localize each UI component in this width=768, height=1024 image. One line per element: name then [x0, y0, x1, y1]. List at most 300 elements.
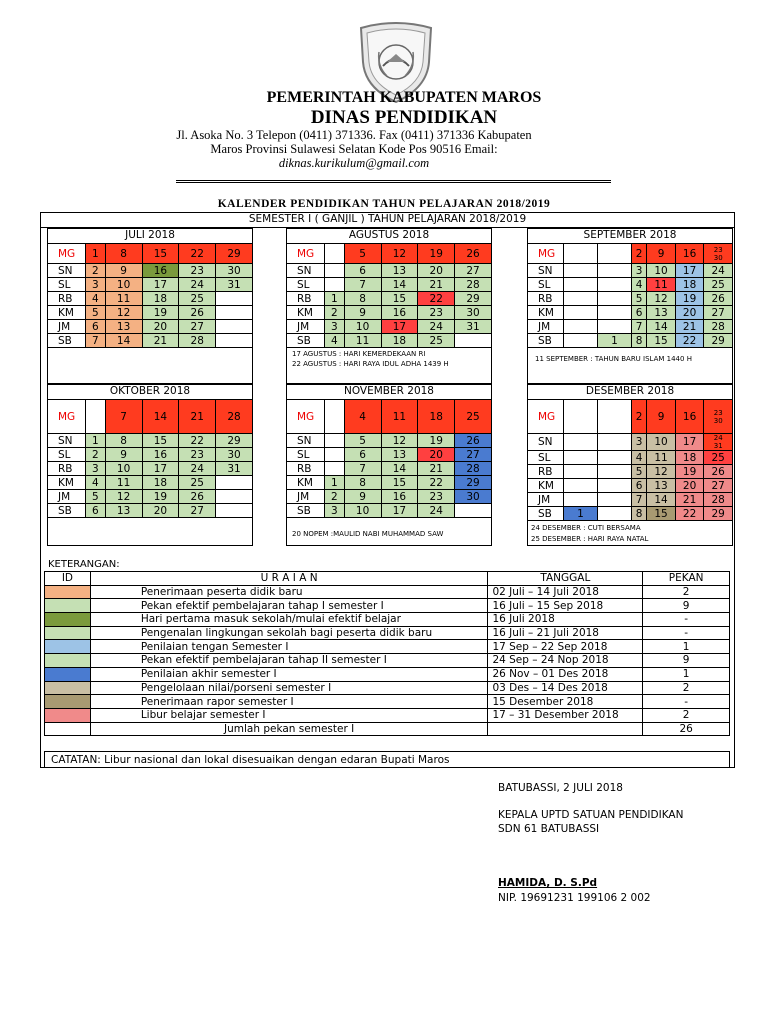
date-cell: 22 — [179, 244, 216, 264]
date-cell: 7 — [86, 334, 106, 348]
agency-name: DINAS PENDIDIKAN — [310, 107, 498, 128]
legend-pekan: - — [643, 695, 730, 709]
date-cell: 31 — [216, 278, 253, 292]
note-eid-al-adha: 22 AGUSTUS : HARI RAYA IDUL ADHA 1439 H — [292, 360, 449, 368]
month-august — [286, 228, 492, 384]
date-cell: 28 — [179, 334, 216, 348]
date-cell: 20 — [418, 264, 455, 278]
date-cell: 2 — [632, 244, 647, 264]
legend-uraian: Pengelolaan nilai/porseni semester I — [90, 681, 488, 695]
sign-role-2: SDN 61 BATUBASSI — [498, 823, 600, 835]
day-label: KM — [528, 479, 564, 493]
date-cell: 26 — [455, 434, 492, 448]
note-collective-leave: 24 DESEMBER : CUTI BERSAMA — [531, 524, 641, 532]
date-cell: 27 — [455, 264, 492, 278]
date-cell: 8 — [344, 292, 381, 306]
date-cell — [325, 434, 345, 448]
col-id: ID — [45, 572, 91, 586]
date-cell: 3 — [325, 320, 345, 334]
date-cell — [598, 434, 632, 451]
date-cell — [564, 334, 598, 348]
day-label: RB — [528, 465, 564, 479]
date-cell: 20 — [418, 448, 455, 462]
date-cell — [564, 244, 598, 264]
legend-tanggal: 02 Juli – 14 Juli 2018 — [488, 585, 643, 599]
date-cell: 28 — [455, 462, 492, 476]
date-cell: 3 — [632, 434, 647, 451]
legend-tanggal: 26 Nov – 01 Des 2018 — [488, 667, 643, 681]
date-cell: 18 — [142, 476, 179, 490]
date-cell: 4 — [325, 334, 345, 348]
day-label: MG — [287, 244, 325, 264]
date-cell — [598, 493, 632, 507]
date-cell: 6 — [632, 306, 647, 320]
day-label: JM — [48, 490, 86, 504]
date-cell: 5 — [86, 306, 106, 320]
day-label: RB — [48, 292, 86, 306]
legend-swatch — [45, 681, 91, 695]
date-cell: 18 — [675, 451, 704, 465]
date-cell: 29 — [704, 507, 733, 521]
date-cell — [564, 320, 598, 334]
date-cell: 5 — [86, 490, 106, 504]
note-islamic-new-year: 11 SEPTEMBER : TAHUN BARU ISLAM 1440 H — [535, 355, 692, 363]
july-grid — [47, 243, 253, 348]
legend-tanggal: 16 Juli – 21 Juli 2018 — [488, 626, 643, 640]
date-cell: 16 — [142, 448, 179, 462]
date-cell — [325, 244, 345, 264]
date-cell: 17 — [381, 320, 418, 334]
month-title: JULI 2018 — [125, 229, 175, 241]
legend-swatch — [45, 613, 91, 627]
date-cell: 3 — [325, 504, 345, 518]
date-cell: 15 — [142, 244, 179, 264]
date-cell: 10 — [105, 462, 142, 476]
date-cell: 13 — [105, 320, 142, 334]
day-label: JM — [287, 490, 325, 504]
date-cell: 6 — [86, 320, 106, 334]
month-title: NOVEMBER 2018 — [343, 385, 434, 397]
legend-row — [45, 654, 730, 668]
date-cell — [325, 448, 345, 462]
day-label: MG — [528, 244, 564, 264]
sign-nip: NIP. 19691231 199106 2 002 — [498, 892, 651, 904]
date-cell: 6 — [632, 479, 647, 493]
note-box: CATATAN: Libur nasional dan lokal disesuaikan dengan edaran Bupati Maros — [44, 751, 730, 768]
date-cell: 29 — [455, 476, 492, 490]
october-grid — [47, 399, 253, 518]
date-cell — [564, 400, 598, 434]
date-cell: 24 — [704, 264, 733, 278]
legend-label: KETERANGAN: — [48, 559, 120, 570]
date-cell: 21 — [179, 400, 216, 434]
date-cell: 25 — [704, 278, 733, 292]
day-label: SN — [287, 264, 325, 278]
date-cell: 12 — [381, 244, 418, 264]
day-label: SL — [528, 278, 564, 292]
date-cell: 18 — [418, 400, 455, 434]
note-christmas: 25 DESEMBER : HARI RAYA NATAL — [531, 535, 649, 543]
date-cell: 17 — [142, 278, 179, 292]
legend-tanggal: 16 Juli 2018 — [488, 613, 643, 627]
date-cell: 17 — [142, 462, 179, 476]
august-grid — [286, 243, 492, 348]
date-cell: 3 — [86, 278, 106, 292]
date-cell: 26 — [704, 465, 733, 479]
date-cell: 2 — [325, 490, 345, 504]
date-cell: 19 — [418, 244, 455, 264]
day-label: KM — [48, 476, 86, 490]
legend-tanggal: 16 Juli – 15 Sep 2018 — [488, 599, 643, 613]
date-cell: 14 — [381, 278, 418, 292]
day-label: SB — [287, 334, 325, 348]
day-label: KM — [287, 306, 325, 320]
date-cell: 25 — [704, 451, 733, 465]
date-cell: 4 — [632, 278, 647, 292]
month-title: SEPTEMBER 2018 — [583, 229, 677, 241]
date-cell: 31 — [455, 320, 492, 334]
day-label: MG — [48, 400, 86, 434]
date-cell: 8 — [632, 334, 647, 348]
date-cell: 16 — [675, 400, 704, 434]
date-cell: 13 — [381, 448, 418, 462]
date-cell: 25 — [179, 476, 216, 490]
date-cell: 30 — [455, 306, 492, 320]
date-cell: 19 — [675, 292, 704, 306]
date-cell: 23 — [418, 490, 455, 504]
legend-uraian: Penerimaan rapor semester I — [90, 695, 488, 709]
date-cell: 7 — [632, 320, 647, 334]
day-label: SN — [48, 264, 86, 278]
semester-title: SEMESTER I ( GANJIL ) TAHUN PELAJARAN 2018/2019 — [248, 213, 527, 225]
day-label: SL — [287, 448, 325, 462]
date-cell: 19 — [675, 465, 704, 479]
date-cell: 1 — [86, 244, 106, 264]
date-cell: 22 — [418, 476, 455, 490]
date-cell — [216, 320, 253, 334]
date-cell: 25 — [455, 400, 492, 434]
date-cell: 7 — [632, 493, 647, 507]
date-cell: 4 — [86, 476, 106, 490]
date-cell — [216, 306, 253, 320]
legend-tanggal: 17 Sep – 22 Sep 2018 — [488, 640, 643, 654]
date-cell: 28 — [216, 400, 253, 434]
date-cell — [564, 493, 598, 507]
date-cell: 10 — [344, 504, 381, 518]
date-cell: 13 — [647, 306, 676, 320]
date-cell — [325, 462, 345, 476]
note-independence-day: 17 AGUSTUS : HARI KEMERDEKAAN RI — [292, 350, 426, 358]
date-cell: 8 — [344, 476, 381, 490]
date-cell — [564, 451, 598, 465]
date-cell: 5 — [344, 244, 381, 264]
col-tanggal: TANGGAL — [488, 572, 643, 586]
date-cell — [325, 264, 345, 278]
date-cell: 14 — [105, 334, 142, 348]
date-cell: 13 — [647, 479, 676, 493]
date-cell: 27 — [179, 504, 216, 518]
month-september — [527, 228, 733, 384]
date-cell — [598, 507, 632, 521]
legend-swatch — [45, 599, 91, 613]
date-cell: 1 — [598, 334, 632, 348]
date-cell: 20 — [142, 320, 179, 334]
legend-uraian: Hari pertama masuk sekolah/mulai efektif belajar — [90, 613, 488, 627]
date-cell: 4 — [344, 400, 381, 434]
address-line-2: Maros Provinsi Sulawesi Selatan Kode Pos 90516 Email: — [210, 142, 498, 156]
date-cell: 22 — [418, 292, 455, 306]
date-cell: 8 — [105, 434, 142, 448]
day-label: JM — [48, 320, 86, 334]
legend-swatch — [45, 708, 91, 722]
day-label: KM — [48, 306, 86, 320]
date-cell: 9 — [105, 264, 142, 278]
legend-row — [45, 681, 730, 695]
legend-swatch — [45, 626, 91, 640]
total-label: Jumlah pekan semester I — [90, 722, 488, 736]
date-cell: 24 31 — [704, 434, 733, 451]
date-cell: 10 — [647, 264, 676, 278]
date-cell: 21 — [418, 278, 455, 292]
date-cell: 26 — [179, 490, 216, 504]
date-cell: 25 — [179, 292, 216, 306]
date-cell: 11 — [105, 476, 142, 490]
legend-pekan: 9 — [643, 599, 730, 613]
date-cell: 19 — [142, 490, 179, 504]
day-label: KM — [287, 476, 325, 490]
date-cell: 19 — [418, 434, 455, 448]
date-cell: 1 — [86, 434, 106, 448]
date-cell: 18 — [381, 334, 418, 348]
date-cell: 19 — [142, 306, 179, 320]
address-line-1: Jl. Asoka No. 3 Telepon (0411) 371336. Fax (0411) 371336 Kabupaten — [176, 128, 532, 142]
legend-pekan: 2 — [643, 708, 730, 722]
date-cell: 20 — [675, 306, 704, 320]
date-cell: 24 — [418, 320, 455, 334]
legend-uraian: Pekan efektif pembelajaran tahap II semester I — [90, 654, 488, 668]
date-cell — [216, 504, 253, 518]
legend-uraian: Penilaian tengan Semester I — [90, 640, 488, 654]
november-grid — [286, 399, 492, 518]
date-cell — [598, 479, 632, 493]
date-cell: 10 — [647, 434, 676, 451]
date-cell: 11 — [647, 451, 676, 465]
col-uraian: U R A I A N — [90, 572, 488, 586]
date-cell: 21 — [675, 320, 704, 334]
date-cell — [598, 320, 632, 334]
date-cell: 23 30 — [704, 244, 733, 264]
date-cell: 15 — [381, 292, 418, 306]
legend-uraian: Pekan efektif pembelajaran tahap I semester I — [90, 599, 488, 613]
day-label: MG — [287, 400, 325, 434]
date-cell: 30 — [455, 490, 492, 504]
date-cell — [564, 434, 598, 451]
legend-row — [45, 708, 730, 722]
date-cell — [216, 334, 253, 348]
date-cell — [216, 490, 253, 504]
legend-swatch — [45, 585, 91, 599]
date-cell: 24 — [179, 278, 216, 292]
day-label: JM — [528, 493, 564, 507]
date-cell: 9 — [647, 244, 676, 264]
date-cell: 17 — [381, 504, 418, 518]
date-cell: 20 — [142, 504, 179, 518]
september-grid — [527, 243, 733, 348]
day-label: SL — [48, 448, 86, 462]
legend-row — [45, 695, 730, 709]
date-cell — [325, 278, 345, 292]
date-cell: 3 — [86, 462, 106, 476]
date-cell: 29 — [455, 292, 492, 306]
date-cell — [564, 292, 598, 306]
date-cell: 11 — [344, 334, 381, 348]
date-cell: 21 — [675, 493, 704, 507]
date-cell — [216, 292, 253, 306]
month-july — [47, 228, 253, 384]
note-maulid: 20 NOPEM :MAULID NABI MUHAMMAD SAW — [292, 530, 444, 538]
date-cell: 22 — [675, 507, 704, 521]
date-cell — [564, 278, 598, 292]
sign-place-date: BATUBASSI, 2 JULI 2018 — [498, 782, 623, 794]
date-cell: 12 — [647, 292, 676, 306]
date-cell: 30 — [216, 448, 253, 462]
date-cell — [564, 465, 598, 479]
total-value: 26 — [643, 722, 730, 736]
legend-tanggal: 15 Desember 2018 — [488, 695, 643, 709]
date-cell: 9 — [647, 400, 676, 434]
date-cell — [598, 400, 632, 434]
day-label: SB — [48, 334, 86, 348]
month-december — [527, 384, 733, 546]
date-cell: 30 — [216, 264, 253, 278]
date-cell: 16 — [381, 306, 418, 320]
date-cell — [598, 292, 632, 306]
date-cell: 14 — [647, 320, 676, 334]
date-cell: 11 — [381, 400, 418, 434]
day-label: SN — [528, 434, 564, 451]
date-cell: 12 — [105, 306, 142, 320]
date-cell — [598, 451, 632, 465]
date-cell: 9 — [105, 448, 142, 462]
day-label: SB — [287, 504, 325, 518]
date-cell: 26 — [455, 244, 492, 264]
date-cell: 5 — [344, 434, 381, 448]
date-cell: 15 — [381, 476, 418, 490]
date-cell: 14 — [381, 462, 418, 476]
date-cell — [564, 306, 598, 320]
day-label: SN — [48, 434, 86, 448]
date-cell: 12 — [105, 490, 142, 504]
date-cell: 6 — [344, 448, 381, 462]
day-label: RB — [287, 292, 325, 306]
date-cell: 24 — [179, 462, 216, 476]
date-cell: 7 — [105, 400, 142, 434]
legend-row — [45, 613, 730, 627]
date-cell: 5 — [632, 465, 647, 479]
date-cell: 6 — [86, 504, 106, 518]
date-cell: 23 — [418, 306, 455, 320]
date-cell: 31 — [216, 462, 253, 476]
date-cell: 27 — [704, 306, 733, 320]
day-label: MG — [528, 400, 564, 434]
day-label: SB — [528, 334, 564, 348]
date-cell: 28 — [704, 493, 733, 507]
date-cell: 26 — [704, 292, 733, 306]
day-label: RB — [287, 462, 325, 476]
date-cell — [455, 334, 492, 348]
legend-swatch — [45, 667, 91, 681]
date-cell: 15 — [647, 507, 676, 521]
date-cell: 2 — [86, 264, 106, 278]
date-cell — [564, 479, 598, 493]
month-november — [286, 384, 492, 546]
date-cell: 10 — [344, 320, 381, 334]
date-cell — [455, 504, 492, 518]
date-cell: 11 — [105, 292, 142, 306]
day-label: SN — [287, 434, 325, 448]
date-cell: 8 — [632, 507, 647, 521]
date-cell — [86, 400, 106, 434]
date-cell: 18 — [142, 292, 179, 306]
sign-role-1: KEPALA UPTD SATUAN PENDIDIKAN — [498, 809, 684, 821]
date-cell: 1 — [564, 507, 598, 521]
legend-pekan: 2 — [643, 585, 730, 599]
date-cell — [598, 306, 632, 320]
date-cell: 1 — [325, 292, 345, 306]
date-cell — [598, 244, 632, 264]
date-cell: 17 — [675, 264, 704, 278]
date-cell: 29 — [216, 244, 253, 264]
date-cell: 23 — [179, 448, 216, 462]
calendar-title: KALENDER PENDIDIKAN TAHUN PELAJARAN 2018/2019 — [217, 198, 551, 210]
date-cell — [598, 278, 632, 292]
legend-uraian: Penerimaan peserta didik baru — [90, 585, 488, 599]
date-cell: 14 — [142, 400, 179, 434]
december-grid — [527, 399, 733, 521]
date-cell: 7 — [344, 462, 381, 476]
date-cell: 2 — [632, 400, 647, 434]
date-cell: 6 — [344, 264, 381, 278]
day-label: RB — [48, 462, 86, 476]
day-label: RB — [528, 292, 564, 306]
date-cell: 12 — [647, 465, 676, 479]
legend-swatch — [45, 654, 91, 668]
date-cell: 27 — [455, 448, 492, 462]
month-title: DESEMBER 2018 — [585, 385, 675, 397]
date-cell: 5 — [632, 292, 647, 306]
date-cell: 13 — [105, 504, 142, 518]
date-cell: 23 — [179, 264, 216, 278]
legend-pekan: 1 — [643, 640, 730, 654]
legend-row — [45, 599, 730, 613]
date-cell: 2 — [86, 448, 106, 462]
day-label: JM — [287, 320, 325, 334]
day-label: SL — [48, 278, 86, 292]
legend-pekan: 1 — [643, 667, 730, 681]
date-cell: 16 — [381, 490, 418, 504]
date-cell — [598, 465, 632, 479]
date-cell — [564, 264, 598, 278]
col-pekan: PEKAN — [643, 572, 730, 586]
date-cell: 8 — [105, 244, 142, 264]
government-name: PEMERINTAH KABUPATEN MAROS — [266, 89, 542, 106]
day-label: SL — [287, 278, 325, 292]
legend-uraian: Libur belajar semester I — [90, 708, 488, 722]
day-label: SL — [528, 451, 564, 465]
date-cell: 28 — [455, 278, 492, 292]
date-cell: 24 — [418, 504, 455, 518]
date-cell: 18 — [675, 278, 704, 292]
